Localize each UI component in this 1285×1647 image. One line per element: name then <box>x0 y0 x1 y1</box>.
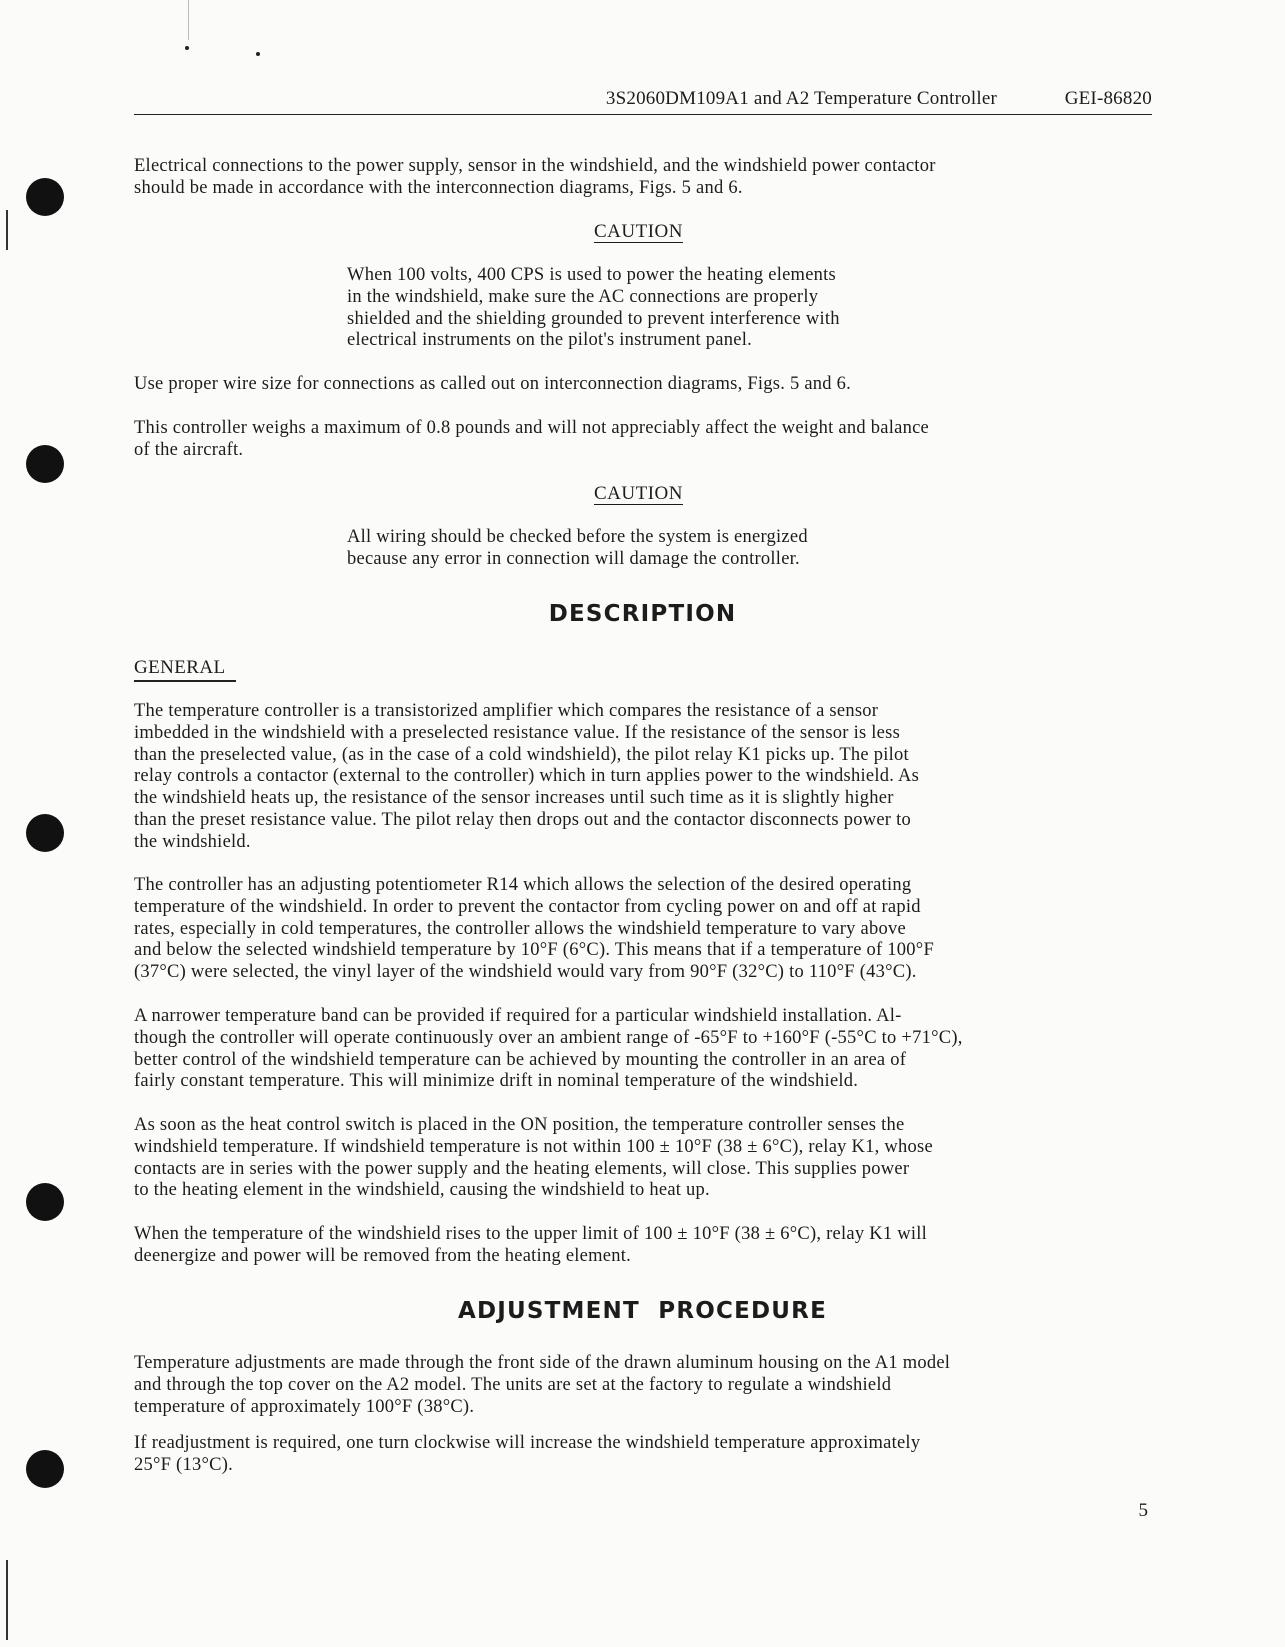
paragraph-temperature-band <box>134 1006 963 1093</box>
text-line: relay controls a contactor (external to the controller) which in turn applies power to the windshield. As <box>134 766 920 787</box>
caution-wiring-text <box>347 527 808 571</box>
text-line: As soon as the heat control switch is placed in the ON position, the temperature controller senses the <box>134 1115 905 1135</box>
text-line: than the preselected value, (as in the case of a cold windshield), the pilot relay K1 picks up. The pilot <box>134 744 909 765</box>
binder-hole <box>26 1183 64 1221</box>
binder-hole <box>26 814 64 852</box>
scan-edge-mark <box>6 210 8 250</box>
text-line: All wiring should be checked before the system is energized <box>347 527 808 547</box>
text-line: should be made in accordance with the interconnection diagrams, Figs. 5 and 6. <box>134 177 743 198</box>
text-line: though the controller will operate continuously over an ambient range of -65°F to +160°F (-55°C to +71°C), <box>134 1027 963 1048</box>
scan-artifact-dot <box>256 52 260 56</box>
scan-edge-mark <box>6 1560 8 1640</box>
text-line: If readjustment is required, one turn clockwise will increase the windshield temperature approximately <box>134 1433 921 1453</box>
binder-hole <box>26 1450 64 1488</box>
text-line: fairly constant temperature. This will minimize drift in nominal temperature of the windshield. <box>134 1071 859 1092</box>
text-line: When 100 volts, 400 CPS is used to power the heating elements <box>347 265 836 285</box>
text-line: A narrower temperature band can be provided if required for a particular windshield installation. Al- <box>134 1006 902 1026</box>
text-line: shielded and the shielding grounded to prevent interference with <box>347 308 840 329</box>
text-line: temperature of approximately 100°F (38°C). <box>134 1396 475 1417</box>
text-line: windshield temperature. If windshield temperature is not within 100 ± 10°F (38 ± 6°C), relay K1, whose <box>134 1136 933 1157</box>
paragraph-adjustment-access <box>134 1353 950 1418</box>
text-line: electrical instruments on the pilot's instrument panel. <box>347 330 752 351</box>
text-line: temperature of the windshield. In order to prevent the contactor from cycling power on and off at rapid <box>134 896 921 917</box>
scan-artifact-line <box>188 0 189 40</box>
text-line: Use proper wire size for connections as called out on interconnection diagrams, Figs. 5 and 6. <box>134 374 852 394</box>
text-line: The controller has an adjusting potentiometer R14 which allows the selection of the desired operating <box>134 875 912 895</box>
paragraph-connections <box>134 156 936 200</box>
text-line: Electrical connections to the power supply, sensor in the windshield, and the windshield power contactor <box>134 156 936 176</box>
paragraph-weight <box>134 418 929 462</box>
paragraph-potentiometer <box>134 875 934 984</box>
text-line: 25°F (13°C). <box>134 1454 233 1475</box>
text-line: and below the selected windshield temperature by 10°F (6°C). This means that if a temperature of 100°F <box>134 940 934 961</box>
text-line: imbedded in the windshield with a preselected resistance value. If the resistance of the sensor is less <box>134 722 901 743</box>
binder-hole <box>26 445 64 483</box>
paragraph-controller-overview <box>134 701 919 854</box>
caution-shielding-text <box>347 265 840 352</box>
text-line: (37°C) were selected, the vinyl layer of the windshield would vary from 90°F (32°C) to 110°F (43°C). <box>134 962 917 983</box>
text-line: because any error in connection will damage the controller. <box>347 548 800 569</box>
paragraph-upper-limit <box>134 1224 927 1268</box>
header-title: 3S2060DM109A1 and A2 Temperature Controller <box>605 88 997 109</box>
page-number: 5 <box>1138 1500 1148 1521</box>
binder-hole <box>26 178 64 216</box>
text-line: the windshield. <box>134 831 251 852</box>
text-line: than the preset resistance value. The pilot relay then drops out and the contactor disconnects power to <box>134 809 911 830</box>
text-line: deenergize and power will be removed from the heating element. <box>134 1245 631 1266</box>
paragraph-wire-size <box>134 374 851 396</box>
text-line: rates, especially in cold temperatures, the controller allows the windshield temperature to vary above <box>134 918 906 939</box>
text-line: The temperature controller is a transistorized amplifier which compares the resistance of a sensor <box>134 701 879 721</box>
scan-artifact-dot <box>185 46 189 50</box>
text-line: to the heating element in the windshield, causing the windshield to heat up. <box>134 1180 710 1201</box>
caution-label: CAUTION <box>594 221 683 242</box>
paragraph-heat-control-switch <box>134 1115 933 1202</box>
section-heading-description: DESCRIPTION <box>548 601 737 627</box>
subheading-underline <box>134 680 236 682</box>
text-line: of the aircraft. <box>134 439 244 460</box>
subheading-general: GENERAL <box>134 657 226 678</box>
text-line: When the temperature of the windshield rises to the upper limit of 100 ± 10°F (38 ± 6°C), relay K1 will <box>134 1224 927 1244</box>
text-line: the windshield heats up, the resistance of the sensor increases until such time as it is slightly higher <box>134 788 894 809</box>
document-code: GEI-86820 <box>1064 88 1152 109</box>
caution-label: CAUTION <box>594 483 683 504</box>
text-line: Temperature adjustments are made through the front side of the drawn aluminum housing on the A1 model <box>134 1353 951 1373</box>
text-line: and through the top cover on the A2 model. The units are set at the factory to regulate a windshield <box>134 1374 892 1395</box>
text-line: better control of the windshield temperature can be achieved by mounting the controller in an area of <box>134 1049 907 1070</box>
running-header <box>134 88 1152 115</box>
text-line: This controller weighs a maximum of 0.8 pounds and will not appreciably affect the weight and balance <box>134 418 930 438</box>
text-line: in the windshield, make sure the AC connections are properly <box>347 286 819 307</box>
text-line: contacts are in series with the power supply and the heating elements, will close. This supplies power <box>134 1158 910 1179</box>
paragraph-readjustment <box>134 1433 920 1477</box>
section-heading-adjustment-procedure: ADJUSTMENT PROCEDURE <box>457 1298 828 1324</box>
